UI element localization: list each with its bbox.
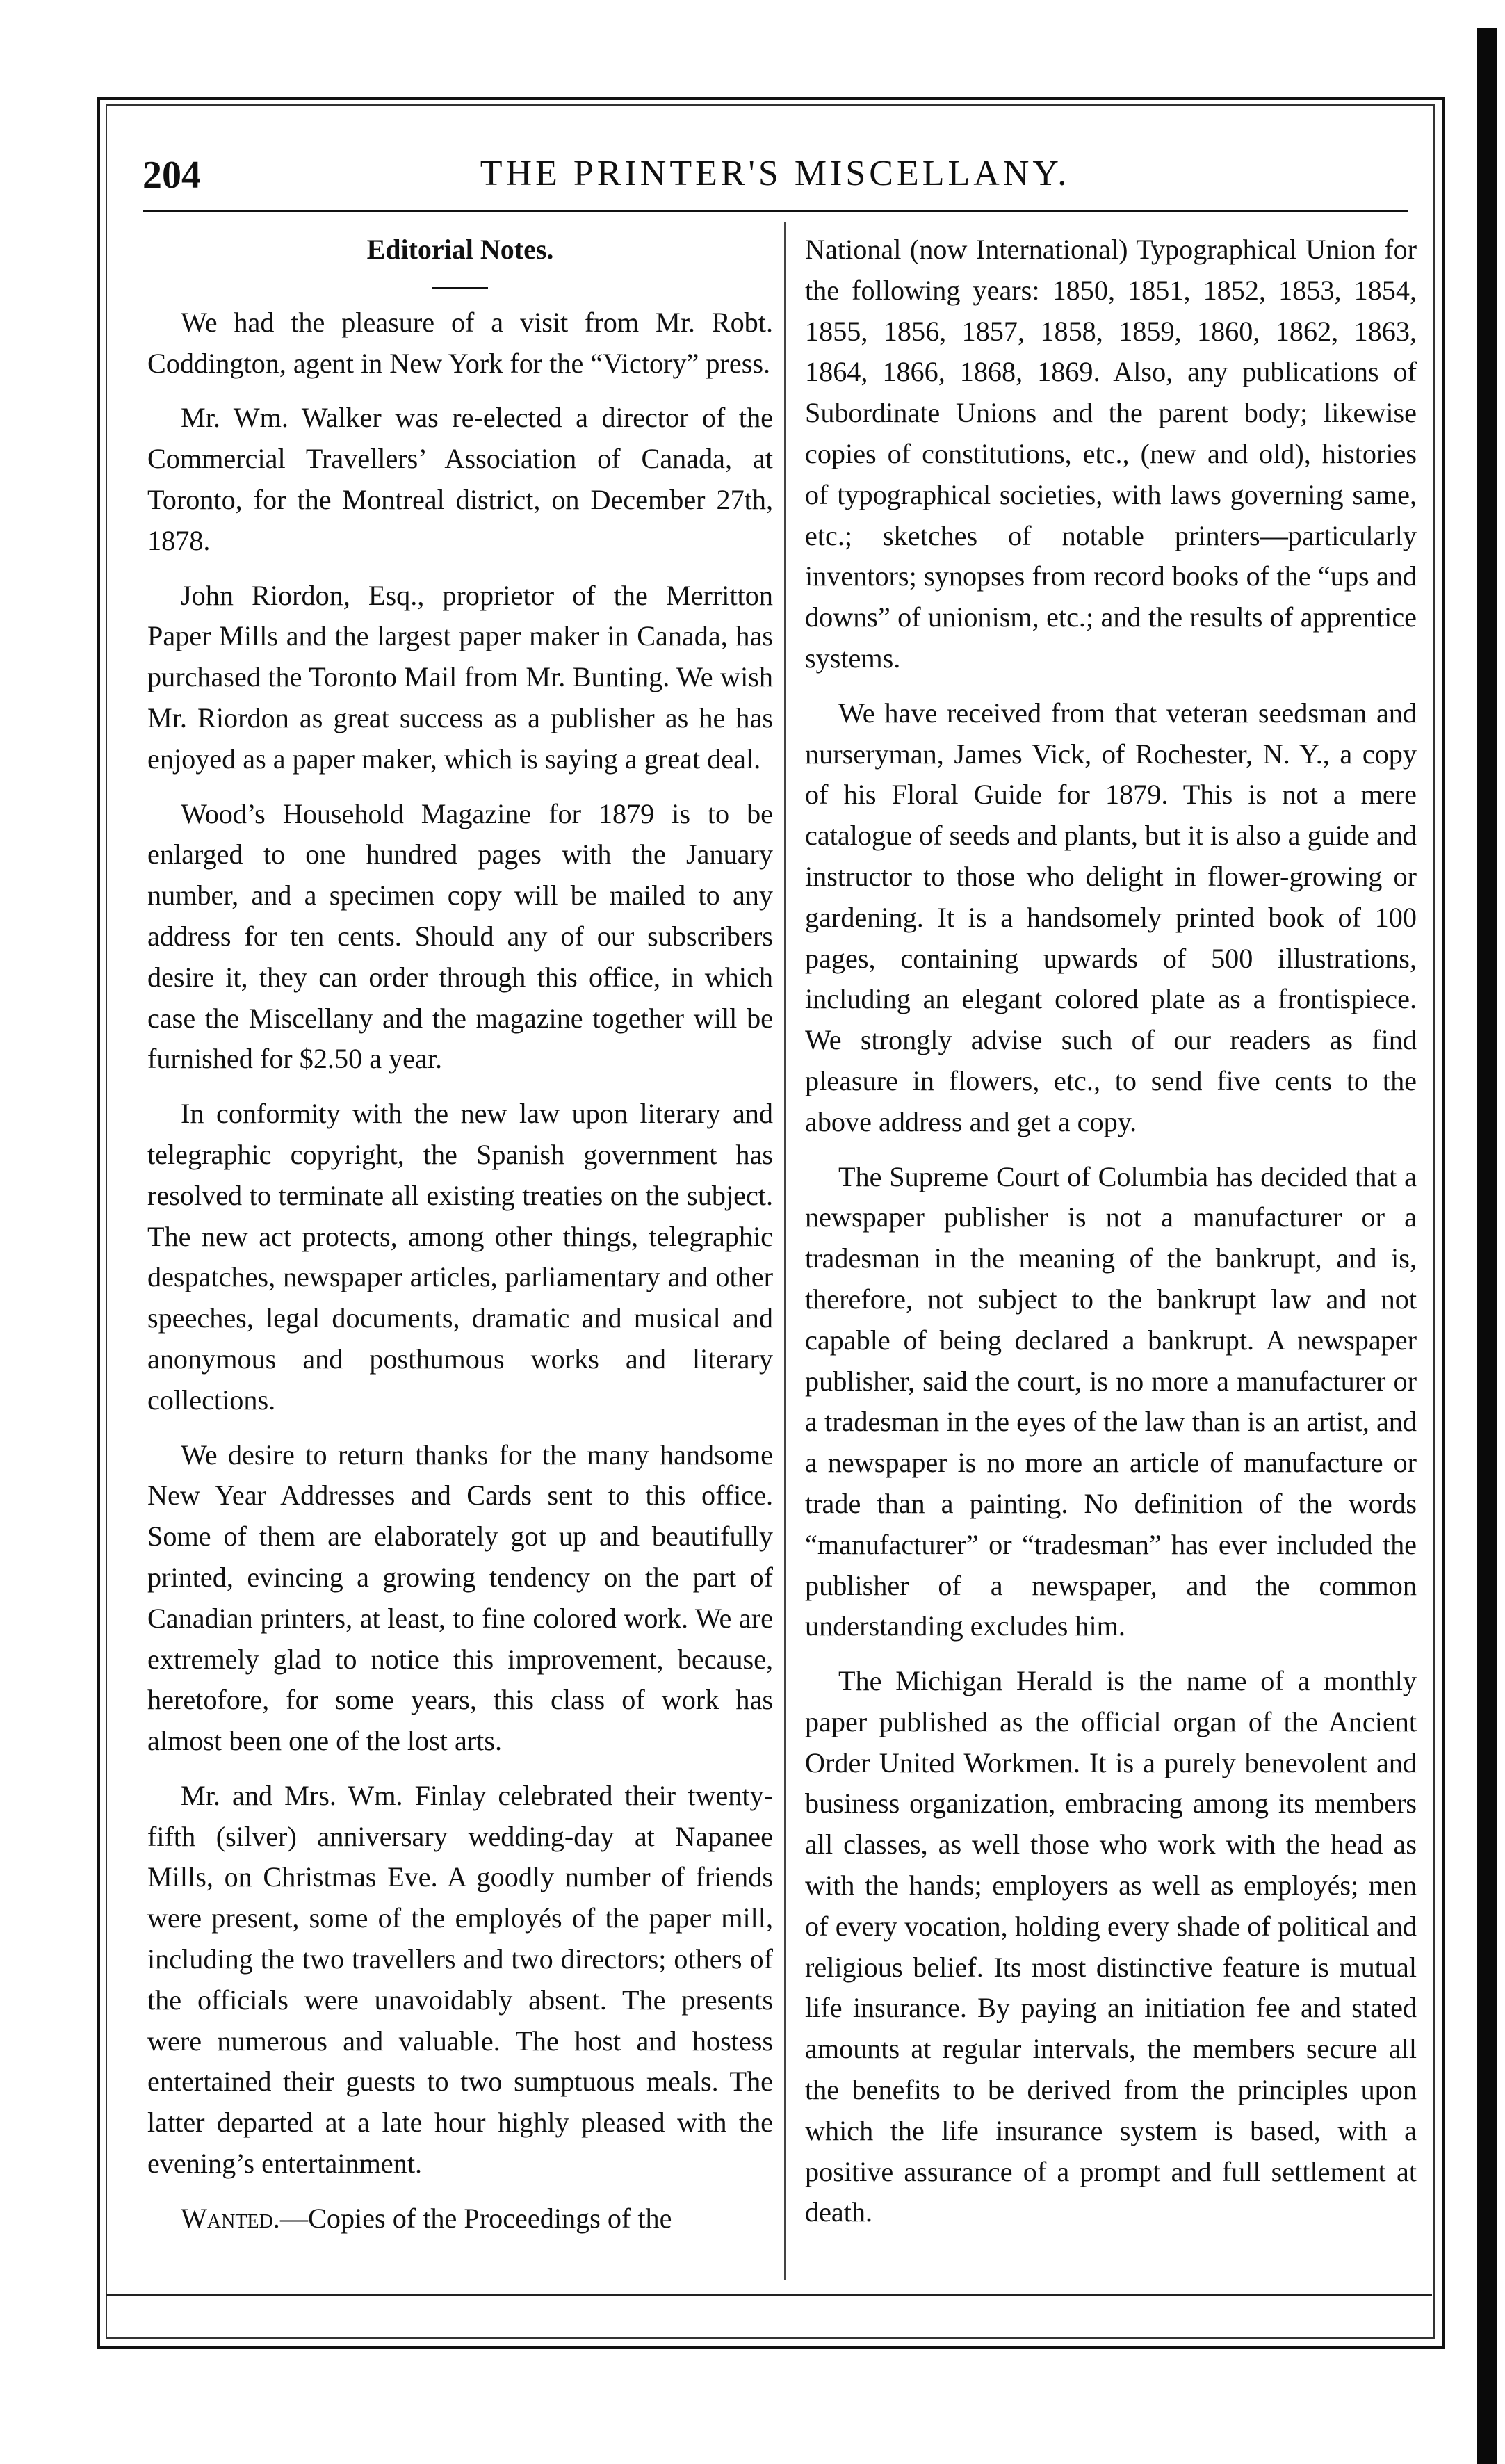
running-title: THE PRINTER'S MISCELLANY. (480, 154, 1071, 193)
right-column (805, 229, 1417, 2247)
left-column (147, 229, 773, 2253)
paragraph: The Supreme Court of Columbia has decided that a newspaper publisher is not a manufacturer or a tradesman in the meaning of the bankrupt, and is, therefore, not subject to the bankrupt law and not capable of being declared a bankrupt. A newspaper publisher, said the court, is no more a manufacturer or a tradesman in the eyes of the law than is an artist, and a newspaper is no more an article of manufacture or trade than a painting. No definition of the words “manufacturer” or “tradesman” has ever included the publisher of a newspaper, and the common understanding excludes him. (805, 1160, 1417, 1642)
paragraph: John Riordon, Esq., proprietor of the Merritton Paper Mills and the largest paper maker in Canada, has purchased the Toronto Mail from Mr. Bunting. We wish Mr. Riordon as great success as a publisher as he has enjoyed as a paper maker, which is saying a great deal. (147, 579, 773, 775)
heading-dash (432, 287, 488, 289)
wanted-text: —Copies of the Proceedings of the (279, 2202, 672, 2234)
column-divider (784, 222, 786, 2280)
section-heading: Editorial Notes. (366, 234, 554, 265)
header-rule (143, 210, 1408, 212)
paragraph: We desire to return thanks for the many handsome New Year Addresses and Cards sent to this office. Some of them are elaborately got up and beautifully printed, evincing a growing tendency on the part of Canadian printers, at least, to fine colored work. We are extremely glad to notice this improvement, because, heretofore, for some years, this class of work has almost been one of the lost arts. (147, 1438, 773, 1757)
page-number: 204 (143, 154, 201, 197)
footer-rule (106, 2294, 1432, 2296)
paragraph: Wood’s Household Magazine for 1879 is to be enlarged to one hundred pages with the January number, and a specimen copy will be mailed to any address for ten cents. Should any of our subscribers desire it, they can order through this office, in which case the Miscellany and the magazine together will be furnished for $2.50 a year. (147, 797, 773, 1075)
scan-edge-bar (1477, 28, 1497, 2464)
paragraph: Mr. Wm. Walker was re-elected a director of the Commercial Travellers’ Association of Canada, at Toronto, for the Montreal district, on December 27th, 1878. (147, 402, 773, 556)
wanted-label: Wanted. (181, 2202, 280, 2234)
paragraph: National (now International) Typographical Union for the following years: 1850, 1851, 1852, 1853, 1854, 1855, 1856, 1857, 1858, 1859, 1860, 1862, 1863, 1864, 1866, 1868, 1869. Also, any publications of Subordinate Unions and the parent body; likewise copies of constitutions, etc., (new and old), histories of typographical societies, with laws governing same, etc.; sketches of notable printers—particularly inventors; synopses from record books of the “ups and downs” of unionism, etc.; and the results of apprentice systems. (805, 234, 1417, 674)
paragraph: Mr. and Mrs. Wm. Finlay celebrated their twenty-fifth (silver) anniversary wedding-day at Napanee Mills, on Christmas Eve. A goodly number of friends were present, some of the employés of the paper mill, including the two travellers and two directors; others of the officials were unavoidably absent. The presents were numerous and valuable. The host and hostess entertained their guests to two sumptuous meals. The latter departed at a late hour highly pleased with the evening’s entertainment. (147, 1779, 773, 2180)
paragraph: We had the pleasure of a visit from Mr. Robt. Coddington, agent in New York for the “Victory” press. (147, 306, 773, 379)
paragraph: The Michigan Herald is the name of a monthly paper published as the official organ of the Ancient Order United Workmen. It is a purely benevolent and business organization, embracing among its members all classes, as well those who work with the head as with the hands; employers as well as employés; men of every vocation, holding every shade of political and religious belief. Its most distinctive feature is mutual life insurance. By paying an initiation fee and stated amounts at regular intervals, the members secure all the benefits to be derived from the principles upon which the life insurance system is based, with a positive assurance of a prompt and full settlement at death. (805, 1665, 1417, 2228)
page-header (143, 146, 1408, 202)
wanted-paragraph (147, 2198, 773, 2239)
paragraph: In conformity with the new law upon literary and telegraphic copyright, the Spanish government has resolved to terminate all existing treaties on the subject. The new act protects, among other things, telegraphic despatches, newspaper articles, parliamentary and other speeches, legal documents, dramatic and musical and anonymous and posthumous works and literary collections. (147, 1098, 773, 1416)
paragraph: We have received from that veteran seedsman and nurseryman, James Vick, of Rochester, N. Y., a copy of his Floral Guide for 1879. This is not a mere catalogue of seeds and plants, but it is also a guide and instructor to those who delight in flower-growing or gardening. It is a handsomely printed book of 100 pages, containing upwards of 500 illustrations, including an elegant colored plate as a frontispiece. We strongly advise such of our readers as find pleasure in flowers, etc., to send five cents to the above address and get a copy. (805, 697, 1417, 1137)
